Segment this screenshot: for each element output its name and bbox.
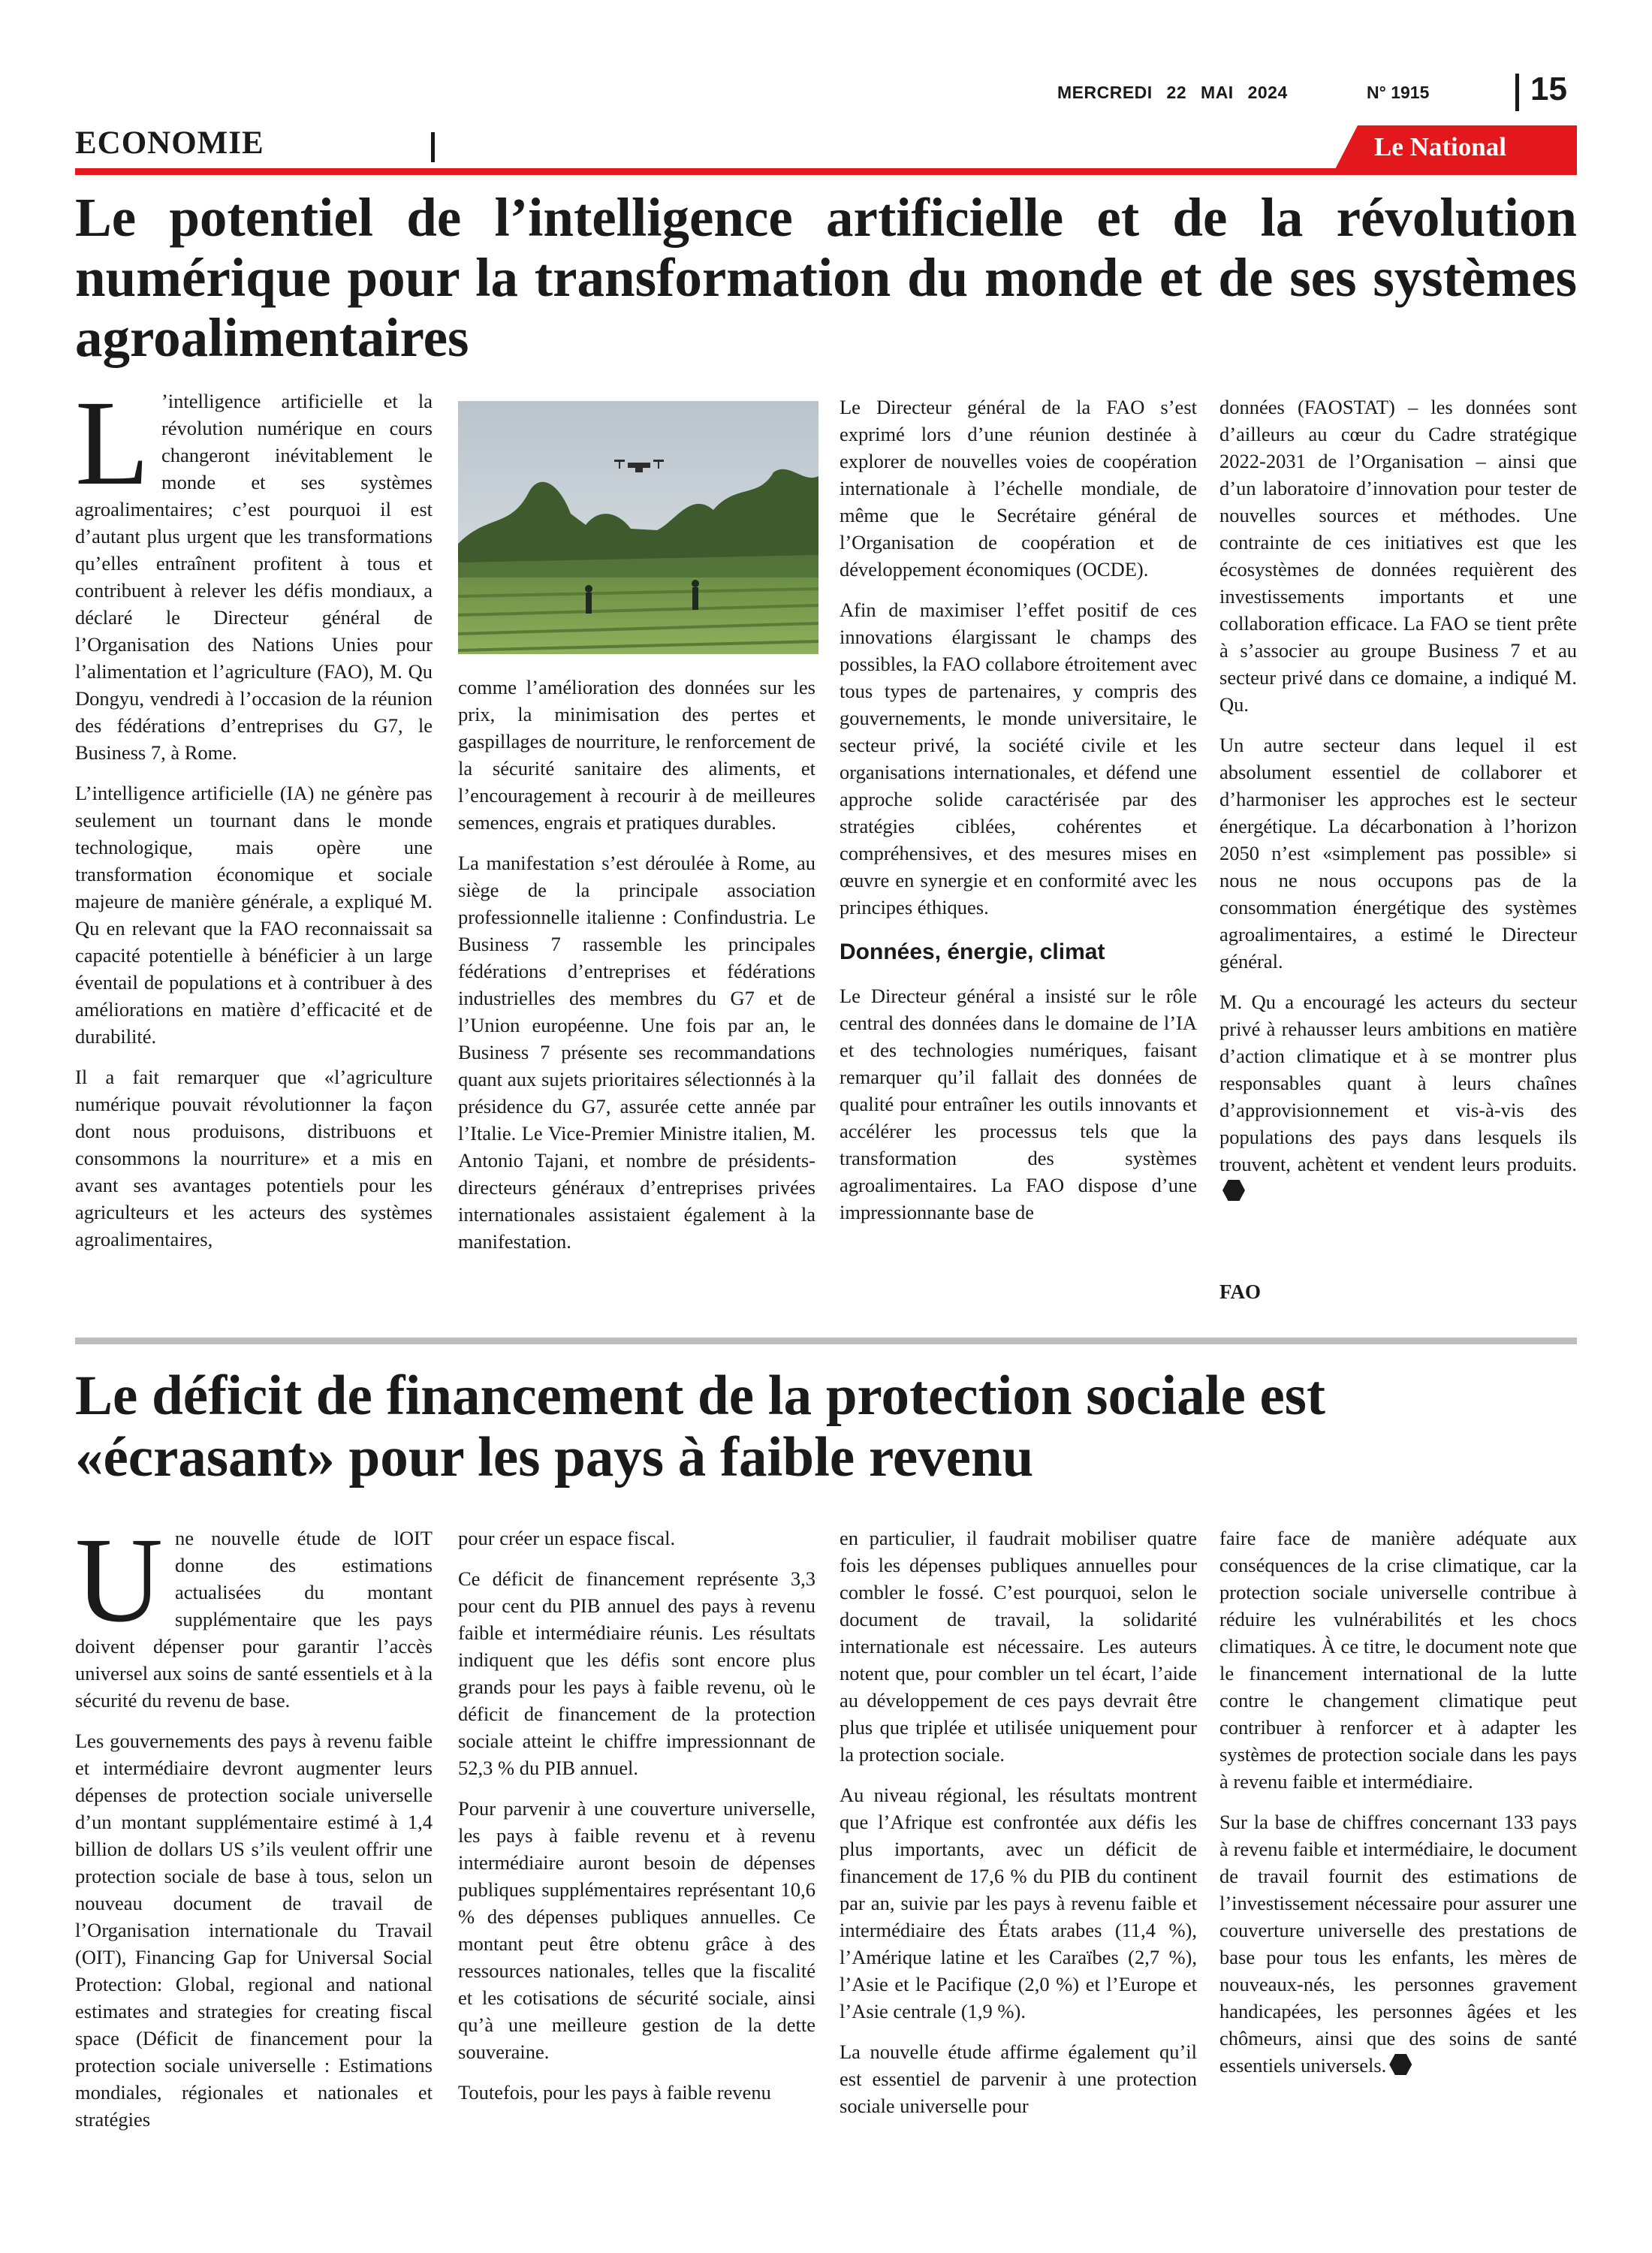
issue-number: N° 1915	[1367, 83, 1430, 102]
section-label: ECONOMIE	[75, 125, 264, 161]
end-of-article-icon	[1222, 1180, 1245, 1201]
dropcap: U	[75, 1513, 163, 1648]
paragraph: ’intelligence artificielle et la révolution numérique en cours changeront inévitablement le monde et ses systèmes agroalimentaires; c’est pourquoi il est d’autant plus urgent que les transformations qu’elles entraînent profitent à tous et contribuent à relever les défis mondiaux, a déclaré le Directeur général de l’Organisation des Nations Unies pour l’alimentation et l’agriculture (FAO), M. Qu Dongyu, vendredi à l’occasion de la réunion des fédérations d’entreprises du G7, le Business 7, à Rome.	[75, 390, 433, 764]
paragraph	[1219, 988, 1577, 1205]
article-2-title: Le déficit de financement de la protection sociale est «écrasant» pour les pays à faible revenu	[75, 1365, 1325, 1488]
paragraph: Afin de maximiser l’effet positif de ces innovations élargissant le champs des possibles, la FAO collabore étroitement avec tous types de partenaires, y compris des gouvernements, le monde universitaire, le secteur privé, la société civile et les organisations internationales, et défend une approche solide caractérisée par des stratégies ciblées, cohérentes et compréhensives, et des mesures mises en œuvre en synergie et en conformité avec les principes éthiques.	[840, 599, 1197, 918]
paragraph: Un autre secteur dans lequel il est absolument essentiel de collaborer et d’harmoniser les approches est le secteur énergétique. La décarbonation à l’horizon 2050 n’est «simplement pas possible» si nous ne nous occupons pas de la consommation énergétique des systèmes agroalimentaires, a estimé le Directeur général.	[1219, 734, 1577, 973]
paragraph: faire face de manière adéquate aux conséquences de la crise climatique, car la protection sociale universelle contribue à réduire les vulnérabilités et les chocs climatiques. À ce titre, le document note que le financement international de la lutte contre le changement climatique peut contribuer à renforcer et à adapter les systèmes de protection sociale dans les pays à revenu faible et intermédiaire.	[1219, 1527, 1577, 1793]
paragraph	[1219, 1808, 1577, 2079]
paragraph: Les gouvernements des pays à revenu faible et intermédiaire devront augmenter leurs dépenses de protection sociale universelle d’un montant supplémentaire estimé à 1,4 billion de dollars US s’ils veulent offrir une protection sociale de base à tous, selon un nouveau document de travail de l’Organisation internationale du Travail (OIT), Financing Gap for Universal Social Protection: Global, regional and national estimates and strategies for creating fiscal space (Déficit de financement pour la protection sociale universelle : Estimations mondiales, régionales et nationales et stratégies	[75, 1730, 433, 2131]
paragraph: La manifestation s’est déroulée à Rome, au siège de la principale association professionnelle italienne : Confindustria. Le Business 7 rassemble les principales fédérations d’entreprises et fédérations industrielles des membres du G7 et de l’Union européenne. Une fois par an, le Business 7 présente ses recommandations quant aux sujets prioritaires sélectionnés à la présidence du G7, assurée cette année par l’Italie. Le Vice-Premier Ministre italien, M. Antonio Tajani, et nombre de présidents-directeurs généraux d’entreprises privées internationales assistaient également à la manifestation.	[458, 852, 815, 1253]
article-1-column-1	[75, 376, 433, 1266]
article-1-title: Le potentiel de l’intelligence artificielle et de la révolution numérique pour la transformation du monde et de ses systèmes agroalimentaires	[75, 187, 1577, 368]
article-1-signature: FAO	[1219, 1280, 1261, 1303]
article-separator	[75, 1338, 1577, 1344]
paragraph: Le Directeur général de la FAO s’est exprimé lors d’une réunion destinée à explorer de nouvelles voies de coopération internationale à l’échelle mondiale, de même que le Secrétaire général de l’Organisation de coopération et de développement économiques (OCDE).	[840, 396, 1197, 581]
section-divider	[431, 132, 435, 162]
article-2-column-4	[1219, 1525, 1577, 2092]
article-2-column-2	[458, 1525, 815, 2119]
paragraph: Au niveau régional, les résultats montrent que l’Afrique est confrontée aux défis les plus importants, avec un déficit de financement de 17,6 % du PIB du continent par an, suivie par les pays à revenu faible et intermédiaire des États arabes (11,4 %), l’Amérique latine et les Caraïbes (2,7 %), l’Asie et le Pacifique (2,0 %) et l’Europe et l’Asie centrale (1,9 %).	[840, 1784, 1197, 2022]
page-number: 15	[1530, 71, 1567, 107]
dateline: MERCREDI 22 MAI 2024	[1057, 83, 1288, 102]
drone-over-field-photo	[458, 401, 818, 654]
end-of-article-icon	[1389, 2054, 1412, 2075]
paragraph: Le Directeur général a insisté sur le rôle central des données dans le domaine de l’IA et des technologies numériques, faisant remarquer qu’il fallait des données de qualité pour entraîner les outils innovants et accélérer les processus tels que la transformation des systèmes agroalimentaires. La FAO dispose d’une impressionnante base de	[840, 985, 1197, 1223]
paragraph: La nouvelle étude affirme également qu’il est essentiel de parvenir à une protection sociale universelle pour	[840, 2040, 1197, 2117]
paragraph-text: Sur la base de chiffres concernant 133 pays à revenu faible et intermédiaire, le document de travail fournit des estimations de l’investissement nécessaire pour assurer une couverture universelle des prestations de base pour tous les enfants, les mères de nouveaux-nés, les personnes gravement handicapées, les personnes âgées et les chômeurs, ainsi que des soins de santé essentiels universels.	[1219, 1811, 1577, 2077]
article-2-column-3	[840, 1525, 1197, 2133]
page-number-divider	[1515, 74, 1519, 111]
paragraph: ne nouvelle étude de lOIT donne des estimations actualisées du montant supplémentaire que les pays doivent dépenser pour garantir l’accès universel aux soins de santé essentiels et à la sécurité du revenu de base.	[75, 1527, 433, 1712]
paragraph: Il a fait remarquer que «l’agriculture numérique pouvait révolutionner la façon dont nous produisons, distribuons et consommons la nourriture» et a mis en avant ses avantages potentiels pour les agriculteurs et les acteurs des systèmes agroalimentaires,	[75, 1066, 433, 1250]
article-1-column-3	[840, 394, 1197, 1239]
article-2-column-1	[75, 1513, 433, 2146]
paragraph: comme l’amélioration des données sur les prix, la minimisation des pertes et gaspillages de nourriture, le renforcement de la sécurité sanitaire des aliments, et l’encouragement à recourir à de meilleures semences, engrais et pratiques durables.	[458, 676, 815, 834]
paragraph: données (FAOSTAT) – les données sont d’ailleurs au cœur du Cadre stratégique 2022-2031 de l’Organisation – ainsi que d’un laboratoire d’innovation pour tester de nouvelles sources et méthodes. Une contrainte de ces initiatives est que les écosystèmes de données requièrent des investissements importants et une collaboration efficace. La FAO se tient prête à s’associer au groupe Business 7 et au secteur privé dans ce domaine, a indiqué M. Qu.	[1219, 396, 1577, 716]
paragraph: Pour parvenir à une couverture universelle, les pays à faible revenu et à revenu intermédiaire auront besoin de dépenses publiques supplémentaires représentant 10,6 % des dépenses publiques annuelles. Ce montant peut être obtenu grâce à des ressources nationales, telles que la fiscalité et les cotisations de sécurité sociale, ainsi qu’à une meilleure gestion de la dette souveraine.	[458, 1797, 815, 2063]
paragraph: Ce déficit de financement représente 3,3 pour cent du PIB annuel des pays à revenu faible et intermédiaire réunis. Les résultats indiquent que les défis sont encore plus grands pour les pays à faible revenu, où le déficit de financement de la protection sociale atteint le chiffre impressionnant de 52,3 % du PIB annuel.	[458, 1567, 815, 1779]
paragraph: L’intelligence artificielle (IA) ne génère pas seulement un tournant dans le monde technologique, mais opère une transformation économique et sociale majeure de manière générale, a expliqué M. Qu en relevant que la FAO reconnaissait sa capacité potentielle à bénéficier à un large éventail de populations et à contribuer à des améliorations en matière d’efficacité et de durabilité.	[75, 782, 433, 1048]
brand-name: Le National	[1374, 132, 1506, 161]
paragraph: en particulier, il faudrait mobiliser quatre fois les dépenses publiques annuelles pour combler le fossé. C’est pourquoi, selon le document de travail, la solidarité internationale est nécessaire. Les auteurs notent que, pour combler un tel écart, l’aide au développement de ces pays devrait être plus que triplée et utilisée uniquement pour la protection sociale.	[840, 1527, 1197, 1766]
paragraph: pour créer un espace fiscal.	[458, 1527, 676, 1549]
article-1-column-2	[458, 674, 815, 1268]
paragraph: Toutefois, pour les pays à faible revenu	[458, 2081, 771, 2104]
paragraph-text: M. Qu a encouragé les acteurs du secteur privé à rehausser leurs ambitions en matière d’action climatique et à se montrer plus responsables quant à leurs chaînes d’approvisionnement et vis-à-vis des populations des pays dans lesquels ils trouvent, achètent et vendent leurs produits.	[1219, 991, 1577, 1175]
article-1-column-4	[1219, 394, 1577, 1218]
dropcap: L	[75, 376, 149, 511]
subheading: Données, énergie, climat	[840, 940, 1105, 964]
